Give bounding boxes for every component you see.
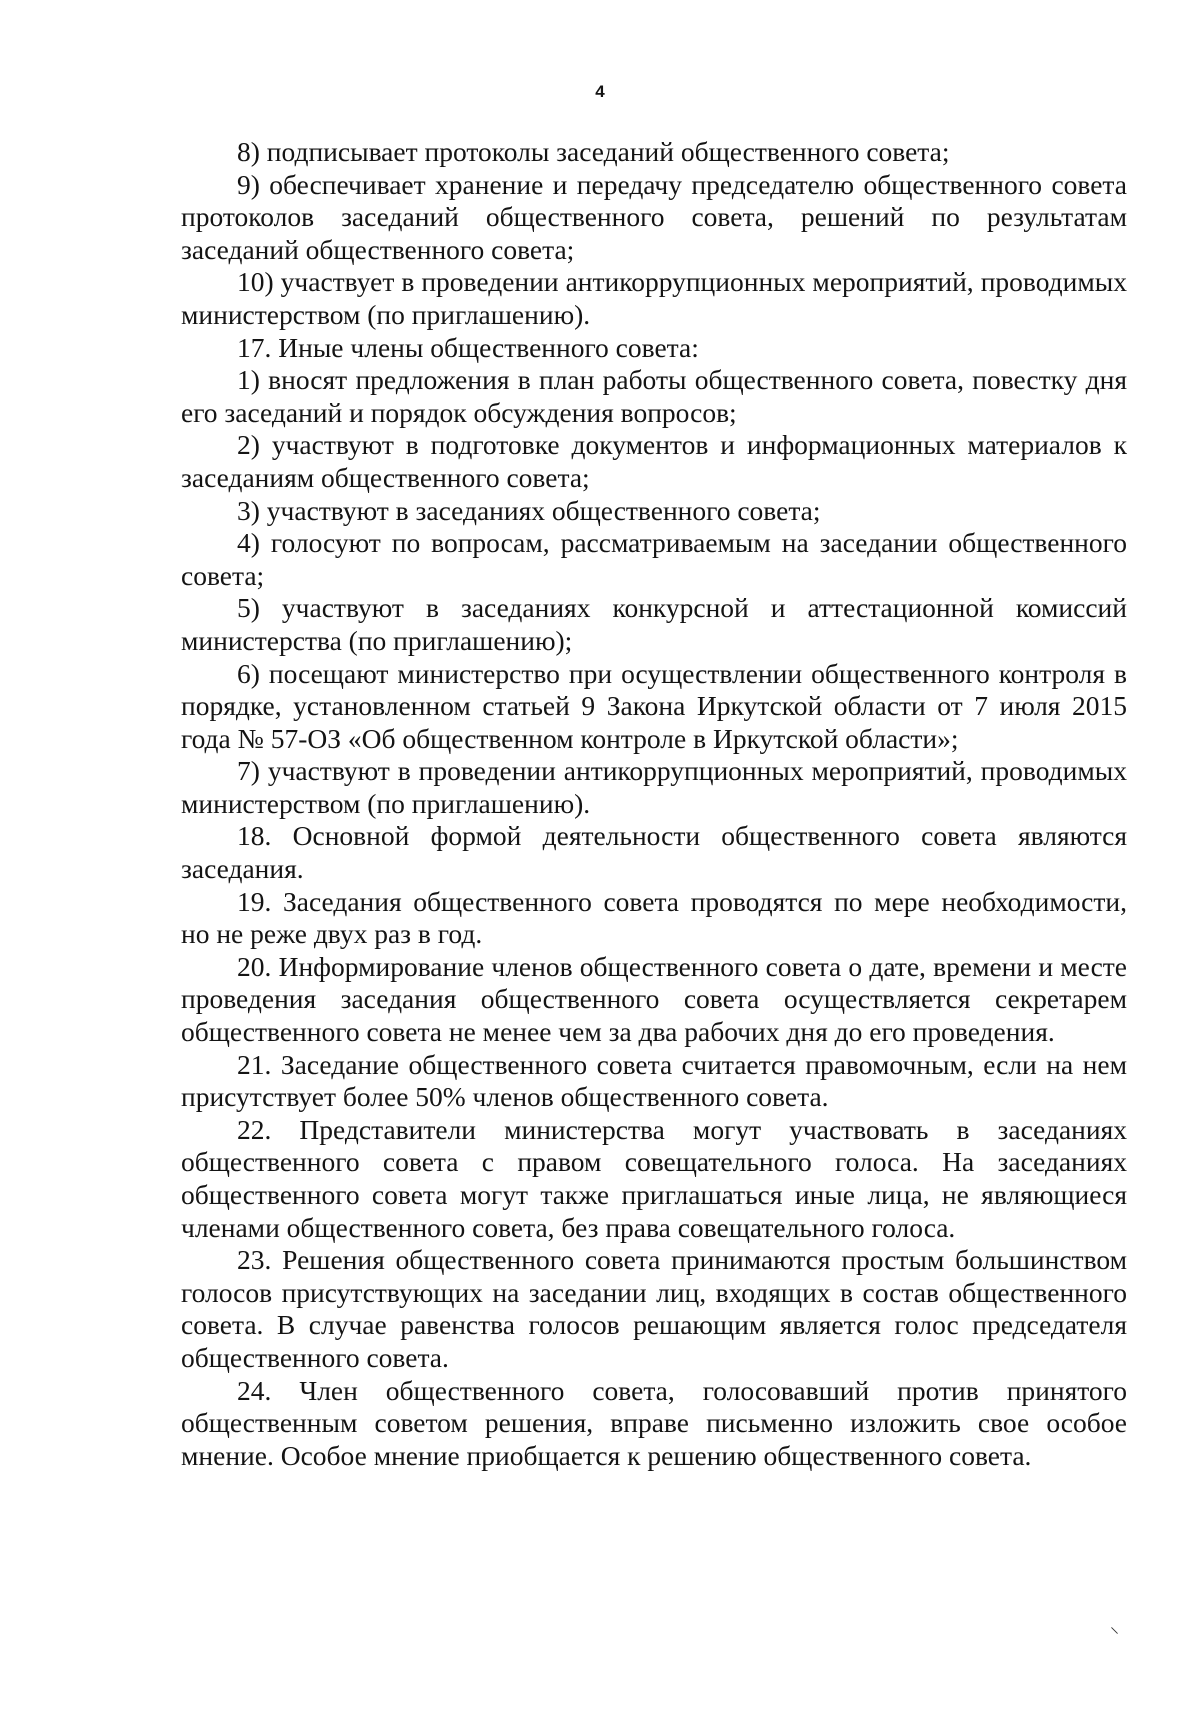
paragraph-item-17-5: 5) участвуют в заседаниях конкурсной и аттестационной комиссий министерства (по приглашению); bbox=[181, 592, 1127, 656]
paragraph-item-17-7: 7) участвуют в проведении антикоррупционных мероприятий, проводимых министерством (по приглашению). bbox=[181, 755, 1127, 819]
paragraph-section-17: 17. Иные члены общественного совета: bbox=[237, 331, 699, 363]
paragraph-item-17-4: 4) голосуют по вопросам, рассматриваемым на заседании общественного совета; bbox=[181, 527, 1127, 591]
paragraph-item-17-6: 6) посещают министерство при осуществлении общественного контроля в порядке, установленном статьей 9 Закона Иркутской области от 7 июля 2015 года № 57-ОЗ «Об общественном контроле в Иркутской области»; bbox=[181, 657, 1127, 754]
paragraph-section-18: 18. Основной формой деятельности общественного совета являются заседания. bbox=[181, 820, 1127, 885]
paragraph-section-21: 21. Заседание общественного совета считается правомочным, если на нем присутствует более 50% членов общественного совета. bbox=[181, 1048, 1127, 1113]
paragraph-item-17-1: 1) вносят предложения в план работы общественного совета, повестку дня его заседаний и порядок обсуждения вопросов; bbox=[181, 364, 1127, 428]
paragraph-item-10: 10) участвует в проведении антикоррупционных мероприятий, проводимых министерством (по приглашению). bbox=[181, 266, 1127, 330]
document-body bbox=[181, 136, 1127, 1472]
paragraph-item-9: 9) обеспечивает хранение и передачу председателю общественного совета протоколов заседаний общественного совета, решений по результатам заседаний общественного совета; bbox=[181, 168, 1127, 265]
scan-mark: ⸌ bbox=[1110, 1624, 1119, 1645]
paragraph-section-20: 20. Информирование членов общественного совета о дате, времени и месте проведения заседания общественного совета осуществляется секретарем общественного совета не менее чем за два рабочих дня до его проведения. bbox=[181, 950, 1127, 1048]
paragraph-item-17-3: 3) участвуют в заседаниях общественного совета; bbox=[237, 494, 821, 526]
paragraph-section-19: 19. Заседания общественного совета проводятся по мере необходимости, но не реже двух раз в год. bbox=[181, 885, 1127, 950]
paragraph-item-17-2: 2) участвуют в подготовке документов и информационных материалов к заседаниям общественного совета; bbox=[181, 429, 1127, 493]
paragraph-section-23: 23. Решения общественного совета принимаются простым большинством голосов присутствующих на заседании лиц, входящих в состав общественного совета. В случае равенства голосов решающим является голос председателя общественного совета. bbox=[181, 1244, 1127, 1373]
page-number: 4 bbox=[595, 82, 605, 101]
paragraph-item-8: 8) подписывает протоколы заседаний общественного совета; bbox=[237, 136, 950, 167]
paragraph-section-24: 24. Член общественного совета, голосовавший против принятого общественным советом решения, вправе письменно изложить свое особое мнение. Особое мнение приобщается к решению общественного совета. bbox=[181, 1374, 1127, 1471]
paragraph-section-22: 22. Представители министерства могут участвовать в заседаниях общественного совета с правом совещательного голоса. На заседаниях общественного совета могут также приглашаться иные лица, не являющиеся членами общественного совета, без права совещательного голоса. bbox=[181, 1113, 1127, 1243]
